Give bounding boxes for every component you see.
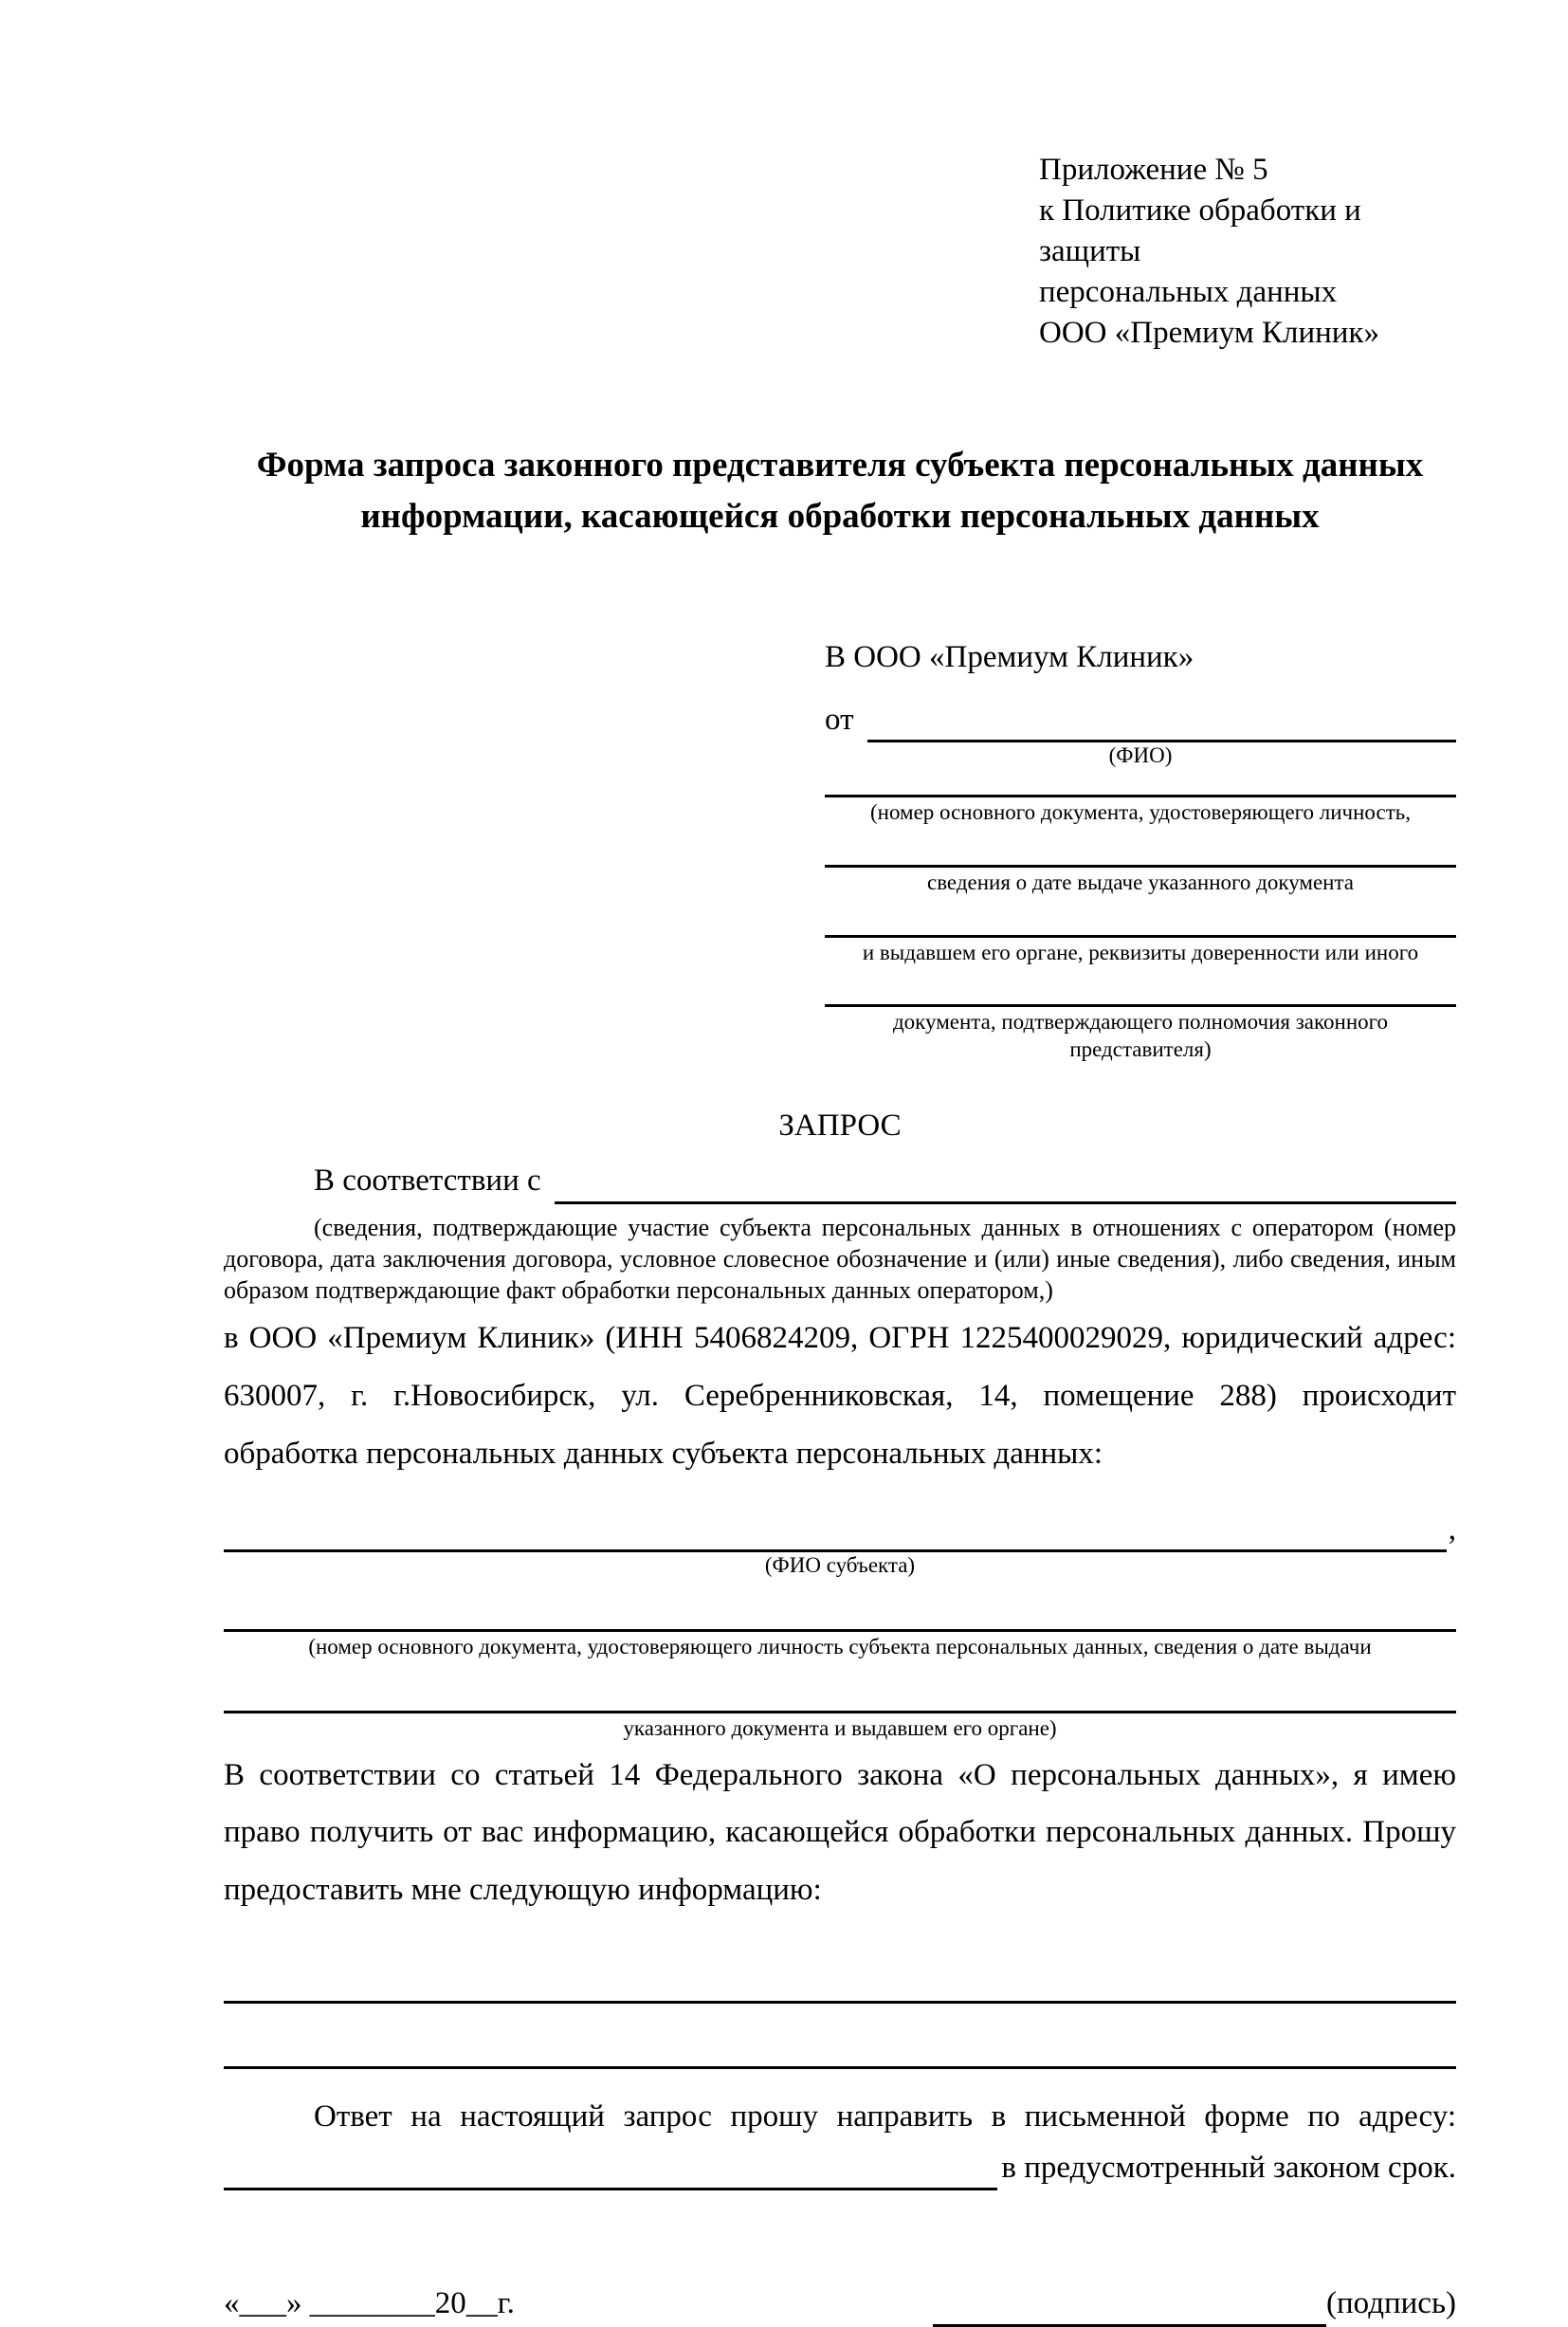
answer-paragraph: Ответ на настоящий запрос прошу направить в письменной форме по адресу:: [314, 2098, 1456, 2134]
annex-line-1: Приложение № 5: [1039, 153, 1268, 187]
answer-address-fill-line: [224, 2150, 997, 2190]
identity-doc-fill-line-2: [825, 827, 1456, 868]
annex-block: [1039, 150, 1456, 353]
signature-caption: (подпись): [1326, 2286, 1456, 2321]
identity-doc-caption-3: и выдавшем его органе, реквизиты доверенности или иного: [862, 940, 1419, 964]
accordance-fineprint: (сведения, подтверждающие участие субъекта персональных данных в отношениях с оператором (номер договора, дата заключения договора, условное словесное обозначение и (или) иные сведения), либо сведения, иным образом подтверждающие факт обработки персональных данных оператором,): [224, 1213, 1456, 1305]
annex-line-3: персональных данных: [1039, 274, 1338, 309]
from-label: от: [825, 702, 854, 737]
subject-doc-fill-line-1: [224, 1580, 1456, 1632]
request-heading: ЗАПРОС: [778, 1108, 902, 1143]
subject-doc-caption-2: указанного документа и выдавшем его органе): [623, 1715, 1057, 1740]
footer-row: [224, 2281, 1456, 2327]
form-title-line-1: Форма запроса законного представителя субъекта персональных данных: [256, 446, 1424, 486]
signature-fill-line: [933, 2286, 1326, 2327]
addressee-to: В ООО «Премиум Клиник»: [825, 639, 1194, 674]
accordance-label: В соответствии с: [314, 1163, 541, 1198]
subject-fio-fill-line: [224, 1512, 1447, 1552]
accordance-row: [224, 1159, 1456, 1204]
subject-fio-row: [224, 1508, 1456, 1553]
identity-doc-caption-2: сведения о дате выдаче указанного документа: [926, 870, 1355, 894]
form-title-line-2: информации, касающейся обработки персональных данных: [360, 497, 1320, 537]
info-fill-line-1: [224, 1946, 1456, 2004]
annex-line-2: к Политике обработки и защиты: [1039, 192, 1361, 268]
answer-address-row: [224, 2146, 1456, 2191]
signature-group: [933, 2281, 1456, 2327]
trailing-comma: ,: [1448, 1512, 1456, 1547]
fio-caption: (ФИО): [1108, 743, 1173, 768]
operator-paragraph: в ООО «Премиум Клиник» (ИНН 5406824209, ОГРН 1225400029029, юридический адрес: 630007, г. г.Новосибирск, ул. Серебренниковская, 14, помещение 288) происходит обработка персональных данных субъекта персональных данных:: [224, 1321, 1456, 1471]
answer-tail-text: в предусмотренный законом срок.: [1001, 2150, 1456, 2185]
date-line: «___» ________20__г.: [224, 2286, 515, 2321]
subject-doc-fill-line-2: [224, 1661, 1456, 1713]
accordance-fill-line: [555, 1164, 1456, 1204]
subject-fio-caption: (ФИО субъекта): [764, 1553, 916, 1578]
identity-doc-caption-4: документа, подтверждающего полномочия законного представителя): [892, 1010, 1388, 1062]
from-fill-line: [867, 702, 1457, 742]
info-fill-line-2: [224, 2004, 1456, 2069]
identity-doc-fill-line-4: [825, 966, 1456, 1007]
addressee-block: [825, 635, 1456, 1064]
identity-doc-caption-1: (номер основного документа, удостоверяющего личность,: [869, 800, 1411, 825]
form-title: [224, 440, 1456, 541]
law-paragraph: В соответствии со статьей 14 Федерального закона «О персональных данных», я имею право получить от вас информацию, касающейся обработки персональных данных. Прошу предоставить мне следующую информацию:: [224, 1757, 1456, 1908]
subject-doc-caption-1: (номер основного документа, удостоверяющего личность субъекта персональных данных, сведения о дате выдачи: [308, 1635, 1372, 1659]
identity-doc-fill-line-3: [825, 897, 1456, 938]
annex-line-4: ООО «Премиум Клиник»: [1039, 315, 1379, 350]
identity-doc-fill-line-1: [825, 770, 1456, 797]
from-row: [825, 698, 1456, 743]
